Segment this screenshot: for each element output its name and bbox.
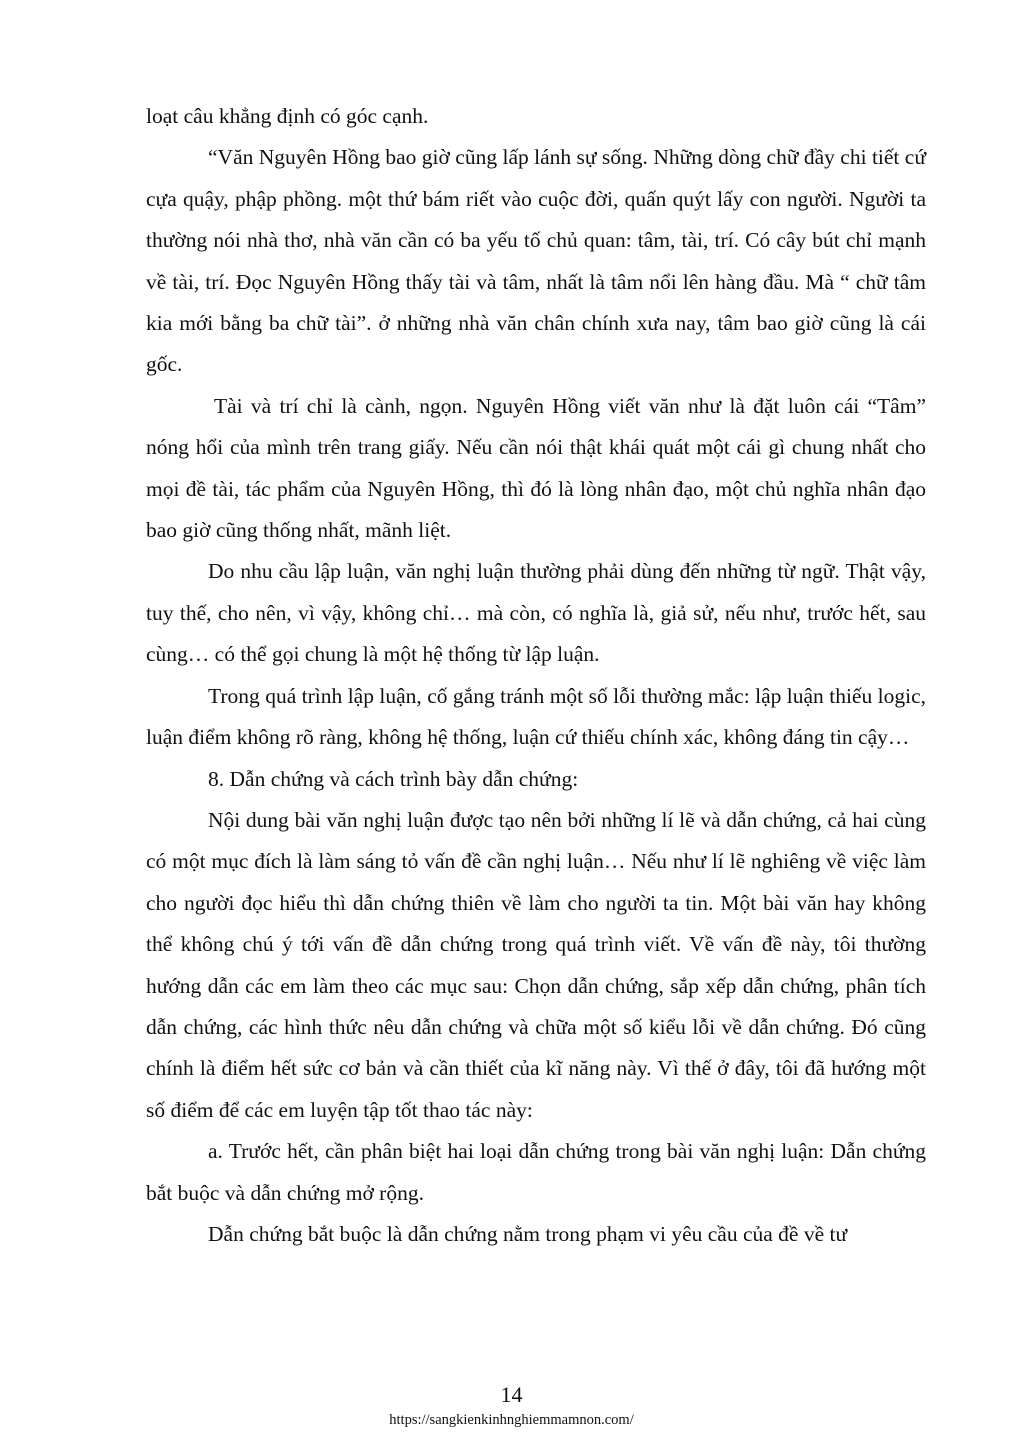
paragraph: loạt câu khẳng định có góc cạnh. [146,104,429,128]
paragraph: a. Trước hết, cần phân biệt hai loại dẫn chứng trong bài văn nghị luận: Dẫn chứng bắt buộc và dẫn chứng mở rộng. [146,1139,926,1205]
page-number: 14 [500,1382,523,1407]
paragraph: “Văn Nguyên Hồng bao giờ cũng lấp lánh sự sống. Những dòng chữ đầy chi tiết cứ cựa quậy, phập phồng. một thứ bám riết vào cuộc đời, quấn quýt lấy con người. Người ta thường nói nhà thơ, nhà văn cần có ba yếu tố chủ quan: tâm, tài, trí. Có cây bút chỉ mạnh về tài, trí. Đọc Nguyên Hồng thấy tài và tâm, nhất là tâm nổi lên hàng đầu. Mà “ chữ tâm kia mới bằng ba chữ tài”. ở những nhà văn chân chính xưa nay, tâm bao giờ cũng là cái gốc. [146,145,926,377]
paragraph: Trong quá trình lập luận, cố gắng tránh một số lỗi thường mắc: lập luận thiếu logic, luận điểm không rõ ràng, không hệ thống, luận cứ thiếu chính xác, không đáng tin cậy… [146,683,926,750]
paragraph: Do nhu cầu lập luận, văn nghị luận thường phải dùng đến những từ ngữ. Thật vậy, tuy thế, cho nên, vì vậy, không chỉ… mà còn, có nghĩa là, giả sử, nếu như, trước hết, sau cùng… có thể gọi chung là một hệ thống từ lập luận. [146,559,926,667]
paragraph: Nội dung bài văn nghị luận được tạo nên bởi những lí lẽ và dẫn chứng, cả hai cùng có một mục đích là làm sáng tỏ vấn đề cần nghị luận… Nếu như lí lẽ nghiêng về việc làm cho người đọc hiểu thì dẫn chứng thiên về làm cho người ta tin. Một bài văn hay không thể không chú ý tới vấn đề dẫn chứng trong quá trình viết. Về vấn đề này, tôi thường hướng dẫn các em làm theo các mục sau: Chọn dẫn chứng, sắp xếp dẫn chứng, phân tích dẫn chứng, các hình thức nêu dẫn chứng và chữa một số kiểu lỗi về dẫn chứng. Đó cũng chính là điểm hết sức cơ bản và cần thiết của kĩ năng này. Vì thế ở đây, tôi đã hướng một số điểm để các em luyện tập tốt thao tác này: [146,807,926,1122]
paragraph: Tài và trí chỉ là cành, ngọn. Nguyên Hồng viết văn như là đặt luôn cái “Tâm” nóng hổi của mình trên trang giấy. Nếu cần nói thật khái quát một cái gì chung nhất cho mọi đề tài, tác phẩm của Nguyên Hồng, thì đó là lòng nhân đạo, một chủ nghĩa nhân đạo bao giờ cũng thống nhất, mãnh liệt. [146,393,926,543]
section-heading: 8. Dẫn chứng và cách trình bày dẫn chứng: [208,766,579,791]
footer-url[interactable]: https://sangkienkinhnghiemmamnon.com/ [389,1412,634,1428]
body-text [146,96,926,1255]
paragraph: Dẫn chứng bắt buộc là dẫn chứng nằm trong phạm vi yêu cầu của đề về tư [208,1221,848,1246]
